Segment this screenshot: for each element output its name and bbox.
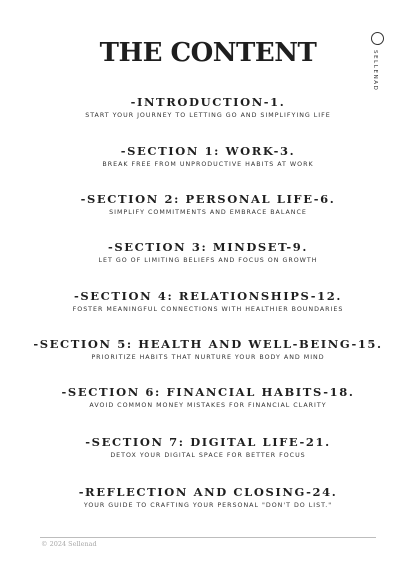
toc-heading: -INTRODUCTION-1. [130,95,286,109]
page-title: THE CONTENT [99,38,317,68]
toc-description: AVOID COMMON MONEY MISTAKES FOR FINANCIAL CLARITY [89,402,327,409]
toc-heading: -SECTION 2: PERSONAL LIFE-6. [80,192,336,206]
toc-item-section-4 [0,289,416,314]
brand-name: SELLENAD [372,50,378,92]
toc-item-section-1 [0,144,416,169]
toc-heading: -SECTION 6: FINANCIAL HABITS-18. [61,385,355,399]
toc-description: PRIORITIZE HABITS THAT NURTURE YOUR BODY AND MIND [91,354,325,361]
toc-item-section-2 [0,192,416,217]
toc-description: DETOX YOUR DIGITAL SPACE FOR BETTER FOCUS [110,452,306,459]
toc-description: BREAK FREE FROM UNPRODUCTIVE HABITS AT WORK [102,161,314,168]
copyright-text: © 2024 Sellenad [41,540,97,548]
toc-heading: -SECTION 7: DIGITAL LIFE-21. [85,435,331,449]
toc-item-section-3 [0,240,416,265]
toc-heading: -SECTION 5: HEALTH AND WELL-BEING-15. [33,337,383,351]
toc-description: YOUR GUIDE TO CRAFTING YOUR PERSONAL "DON'T DO LIST." [83,502,333,509]
toc-item-section-7 [0,435,416,460]
toc-heading: -SECTION 1: WORK-3. [120,144,296,158]
footer-divider [40,537,376,538]
toc-description: FOSTER MEANINGFUL CONNECTIONS WITH HEALTHIER BOUNDARIES [72,306,344,313]
toc-heading: -SECTION 4: RELATIONSHIPS-12. [74,289,342,303]
toc-description: SIMPLIFY COMMITMENTS AND EMBRACE BALANCE [109,209,307,216]
toc-item-section-5 [0,337,416,362]
circle-logo-icon [371,32,384,45]
toc-item-section-6 [0,385,416,410]
toc-heading: -SECTION 3: MINDSET-9. [107,240,308,254]
brand-mark [368,32,386,92]
toc-heading: -REFLECTION AND CLOSING-24. [78,485,338,499]
toc-description: START YOUR JOURNEY TO LETTING GO AND SIMPLIFYING LIFE [85,112,331,119]
toc-item-reflection [0,485,416,510]
toc-description: LET GO OF LIMITING BELIEFS AND FOCUS ON GROWTH [98,257,318,264]
toc-item-introduction [0,95,416,120]
